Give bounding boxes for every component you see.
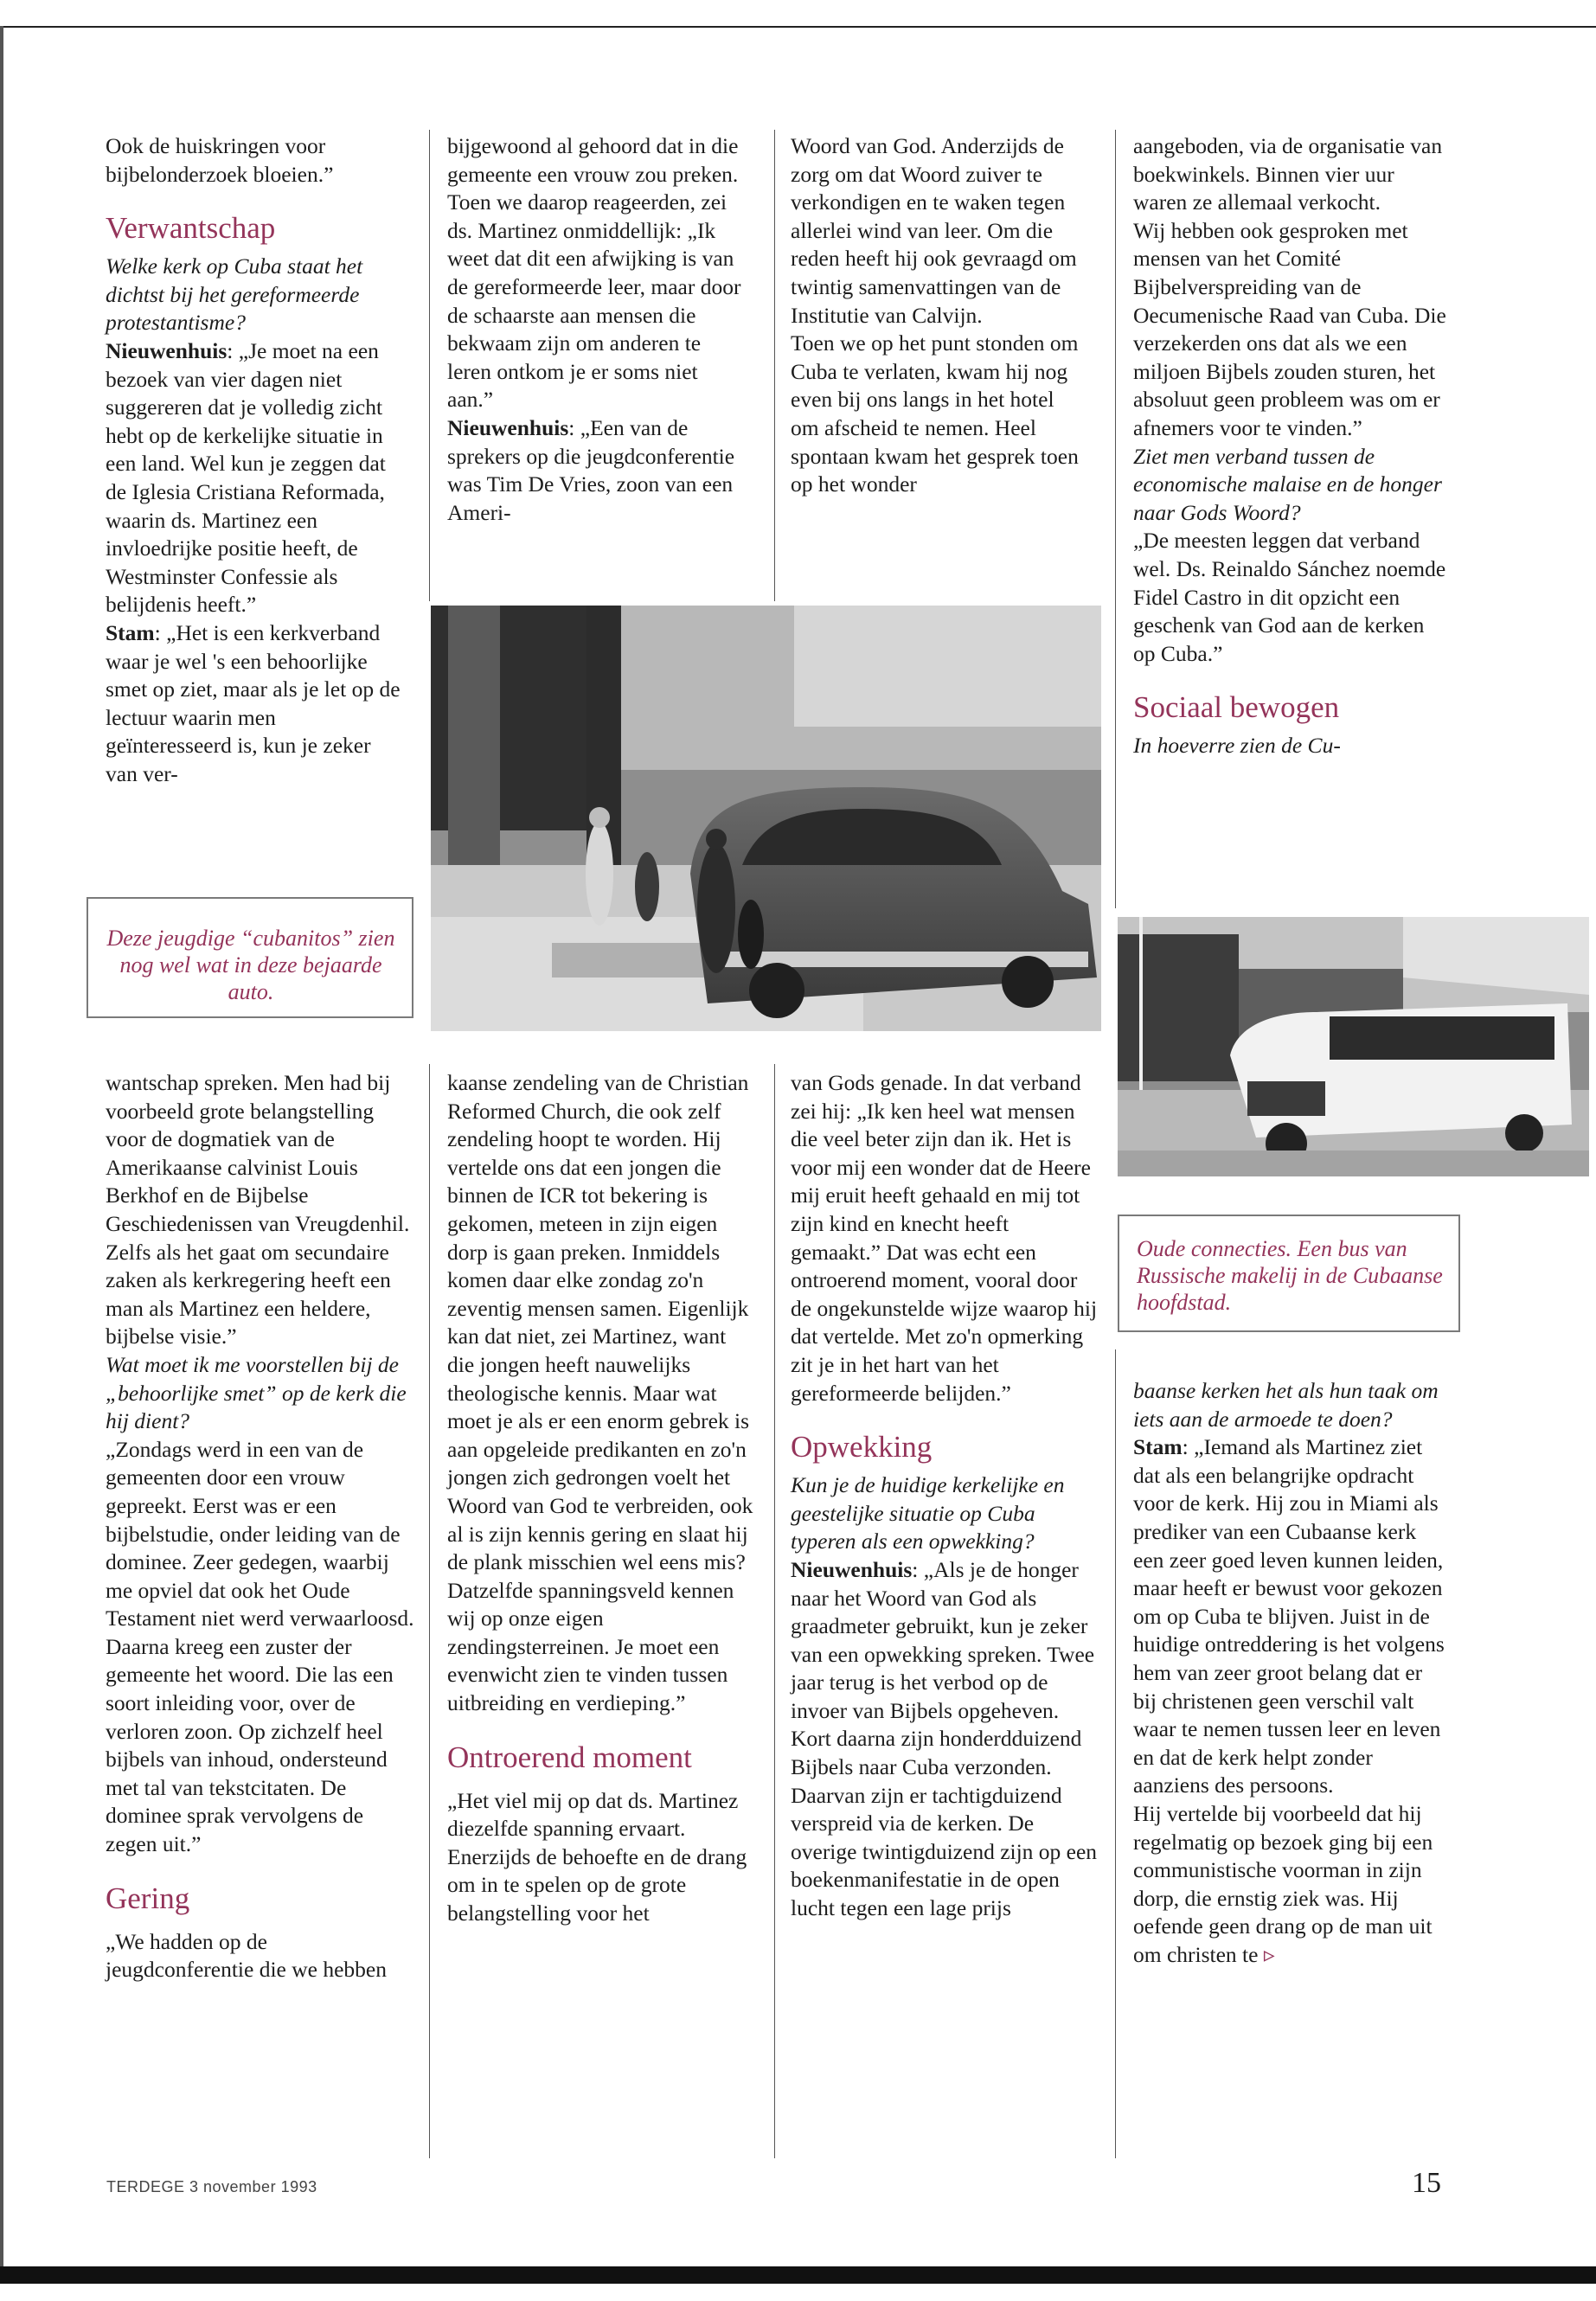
paragraph-text: Hij vertelde bij voorbeeld dat hij regelmatig op bezoek ging bij een communistische voorman in zijn dorp, die ernstig ziek was. Hij oefende geen drang op de man uit om christen te bbox=[1133, 1800, 1433, 1967]
paragraph: bijgewoond al gehoord dat in die gemeente een vrouw zou preken. Toen we daarop reageerden, zei ds. Martinez onmiddellijk: „Ik weet dat dit een afwijking is van de gereformeerde leer, maar door de schaarste aan mensen die bekwaam zijn om anderen te leren ontkom je er soms niet aan.” bbox=[447, 133, 741, 413]
column-divider bbox=[1115, 1349, 1116, 2158]
column-divider bbox=[429, 130, 430, 601]
speaker-stam: Stam bbox=[106, 619, 155, 645]
paragraph: Wij hebben ook gesproken met mensen van het Comité Bijbelverspreiding van de Oecumenische Raad van Cuba. Die verzekerden ons dat als we een miljoen Bijbels zouden sturen, het absoluut geen probleem was om er afnemers voor te vinden.” bbox=[1133, 217, 1446, 440]
speaker-nieuwenhuis: Nieuwenhuis bbox=[791, 1556, 913, 1582]
paragraph: aangeboden, via de organisatie van boekwinkels. Binnen vier uur waren ze allemaal verkocht. bbox=[1133, 133, 1443, 215]
question: In hoeverre zien de Cu- bbox=[1133, 733, 1341, 759]
heading-ontroerend-moment: Ontroerend moment bbox=[447, 1740, 692, 1774]
column-divider bbox=[429, 1064, 430, 2158]
paragraph bbox=[106, 337, 404, 619]
column-2-top bbox=[447, 132, 741, 527]
car-street-photo bbox=[431, 606, 1101, 1031]
heading-opwekking: Opwekking bbox=[791, 1430, 933, 1465]
column-divider bbox=[774, 130, 775, 601]
paragraph-text: : „Als je de honger naar het Woord van God als graadmeter gebruikt, kun je zeker van een opwekking spreken. Twee jaar terug is het verbod op de invoer van Bijbels opgeheven. Kort daarna zijn honderdduizend Bijbels naar Cuba verzonden. Daarvan zijn er tachtigduizend verspreid via de kerken. De overige twintigduizend zijn op een boekenmanifestatie in de open lucht tegen een lage prijs bbox=[791, 1556, 1098, 1921]
paragraph-text: : „Je moet na een bezoek van vier dagen niet suggereren dat je volledig zicht hebt op de kerkelijke situatie in een land. Wel kun je zeggen dat de Iglesia Cristiana Reformada, waarin ds. Martinez een invloedrijke positie heeft, de Westminster Confessie als belijdenis heeft.” bbox=[106, 337, 386, 618]
paragraph: Woord van God. Anderzijds de zorg om dat Woord zuiver te verkondigen en te waken tegen allerlei wind van leer. Om die reden heeft hij ook gevraagd om twintig samenvattingen van de Institutie van Calvijn. bbox=[791, 133, 1077, 328]
column-3-bottom bbox=[791, 1069, 1098, 1923]
paragraph-text: : „Het is een kerkverband waar je wel 's een behoorlijke smet op ziet, maar als je let op de lectuur waarin men geïnteresseerd is, kun je zeker van ver- bbox=[106, 619, 401, 786]
paragraph bbox=[106, 619, 404, 789]
paragraph: „Zondags werd in een van de gemeenten door een vrouw gepreekt. Eerst was er een bijbelstudie, onder leiding van de dominee. Zeer gedegen, waarbij me opviel dat ook het Oude Testament niet werd verwaarloosd. Daarna kreeg een zuster der gemeente het woord. Die las een soort inleiding voor, over de verloren zoon. Op zichzelf heel bijbels van inhoud, ondersteund met tal van tekstcitaten. De dominee sprak vervolgens de zegen uit.” bbox=[106, 1436, 414, 1857]
paragraph: van Gods genade. In dat verband zei hij: „Ik ken heel wat mensen die veel beter zijn dan ik. Het is voor mij een wonder dat de Heere mij eruit heeft gehaald en mij tot zijn kind en knecht heeft gemaakt.” Dat was echt een ontroerend moment, vooral door de ongekunstelde wijze waarop hij dat vertelde. Met zo'n opmerking zit je in het hart van het gereformeerde belijden.” bbox=[791, 1070, 1098, 1406]
question: baanse kerken het als hun taak om iets aan de armoede te doen? bbox=[1133, 1378, 1439, 1432]
column-1-bottom bbox=[106, 1069, 417, 1984]
paragraph bbox=[1133, 1433, 1449, 1800]
question: Kun je de huidige kerkelijke en geestelijke situatie op Cuba typeren als een opwekking? bbox=[791, 1472, 1065, 1554]
paragraph: Toen we op het punt stonden om Cuba te verlaten, kwam hij nog even bij ons langs in het hotel om afscheid te nemen. Heel spontaan kwam het gesprek toen op het wonder bbox=[791, 330, 1079, 497]
column-4-bottom bbox=[1133, 1377, 1449, 1969]
column-4-top bbox=[1133, 132, 1449, 760]
column-1-top bbox=[106, 132, 404, 788]
paragraph: wantschap spreken. Men had bij voorbeeld grote belangstelling voor de dogmatiek van de Amerikaanse calvinist Louis Berkhof en de Bijbelse Geschiedenissen van Vreugdenhil. Zelfs als het gaat om secundaire zaken als kerkregering heeft een man als Martinez een heldere, bijbelse visie.” bbox=[106, 1070, 410, 1349]
footer-publication: TERDEGE 3 november 1993 bbox=[106, 2178, 317, 2195]
continued-arrow-icon: ▹ bbox=[1263, 1941, 1275, 1967]
paragraph: „Het viel mij op dat ds. Martinez diezelfde spanning ervaart. Enerzijds de behoefte en de drang om in te spelen op de grote belangstelling voor het bbox=[447, 1787, 747, 1926]
paragraph bbox=[447, 414, 741, 527]
bus-photo bbox=[1118, 917, 1589, 1176]
paragraph: „De meesten leggen dat verband wel. Ds. Reinaldo Sánchez noemde Fidel Castro in dit opzicht een geschenk van God aan de kerken op Cuba.” bbox=[1133, 528, 1446, 666]
heading-sociaal-bewogen: Sociaal bewogen bbox=[1133, 690, 1340, 725]
column-divider bbox=[774, 1064, 775, 2158]
heading-gering: Gering bbox=[106, 1881, 190, 1915]
column-3-top bbox=[791, 132, 1085, 499]
heading-verwantschap: Verwantschap bbox=[106, 211, 276, 246]
bottom-scan-edge bbox=[0, 2266, 1596, 2284]
paragraph bbox=[1133, 1800, 1449, 1970]
paragraph-text: : „Iemand als Martinez ziet dat als een belangrijke opdracht voor de kerk. Hij zou in Miami als prediker van een Cubaanse kerk een zeer goed leven kunnen leiden, maar heeft er bewust voor gekozen om op Cuba te blijven. Juist in de huidige ontreddering is het volgens hem van zeer groot belang dat er bij christenen geen verschil valt waar te nemen tussen leer en leven en dat de kerk helpt zonder aanziens des persoons. bbox=[1133, 1434, 1445, 1798]
photo-caption-car: Deze jeugdige “cubanitos” zien nog wel wat in deze bejaarde auto. bbox=[87, 897, 413, 1018]
speaker-stam: Stam bbox=[1133, 1434, 1183, 1460]
paragraph: kaanse zendeling van de Christian Reformed Church, die ook zelf zendeling hoopt te worden. Hij vertelde ons dat een jongen die binnen de ICR tot bekering is gekomen, meteen in zijn eigen dorp is gaan preken. Inmiddels komen daar elke zondag zo'n zeventig mensen samen. Eigenlijk kan dat niet, zei Martinez, want die jongen heeft nauwelijks theologische kennis. Maar wat moet je als er een enorm gebrek is aan opgeleide predikanten en zo'n jongen zich gedrongen voelt het Woord van God te verbreiden, ook al is zijn kennis gering en slaat hij de plank misschien wel eens mis? Datzelfde spanningsveld kennen wij op onze eigen zendingsterreinen. Je moet een evenwicht zien te vinden tussen uitbreiding en verdieping.” bbox=[447, 1070, 753, 1716]
photo-caption-bus: Oude connecties. Een bus van Russische makelij in de Cubaanse hoofdstad. bbox=[1118, 1215, 1460, 1332]
question: Welke kerk op Cuba staat het dichtst bij het gereformeerde protestantisme? bbox=[106, 253, 363, 336]
top-rule bbox=[0, 26, 1596, 28]
column-2-bottom bbox=[447, 1069, 754, 1928]
speaker-nieuwenhuis: Nieuwenhuis bbox=[106, 337, 228, 363]
question: Wat moet ik me voorstellen bij de „behoorlijke smet” op de kerk die hij dient? bbox=[106, 1351, 407, 1434]
bus-illustration bbox=[1118, 917, 1589, 1176]
paragraph-text: : „Een van de sprekers op die jeugdconferentie was Tim De Vries, zoon van een Ameri- bbox=[447, 414, 735, 525]
paragraph bbox=[791, 1556, 1098, 1923]
column-divider bbox=[1115, 130, 1116, 908]
paragraph: „We hadden op de jeugdconferentie die we hebben bbox=[106, 1928, 387, 1983]
speaker-nieuwenhuis: Nieuwenhuis bbox=[447, 414, 569, 440]
page-number: 15 bbox=[1412, 2167, 1441, 2199]
left-scan-edge bbox=[0, 26, 3, 2275]
car-street-illustration bbox=[431, 606, 1101, 1031]
paragraph: Ook de huiskringen voor bijbelonderzoek bloeien.” bbox=[106, 133, 334, 187]
question: Ziet men verband tussen de economische malaise en de honger naar Gods Woord? bbox=[1133, 443, 1442, 525]
